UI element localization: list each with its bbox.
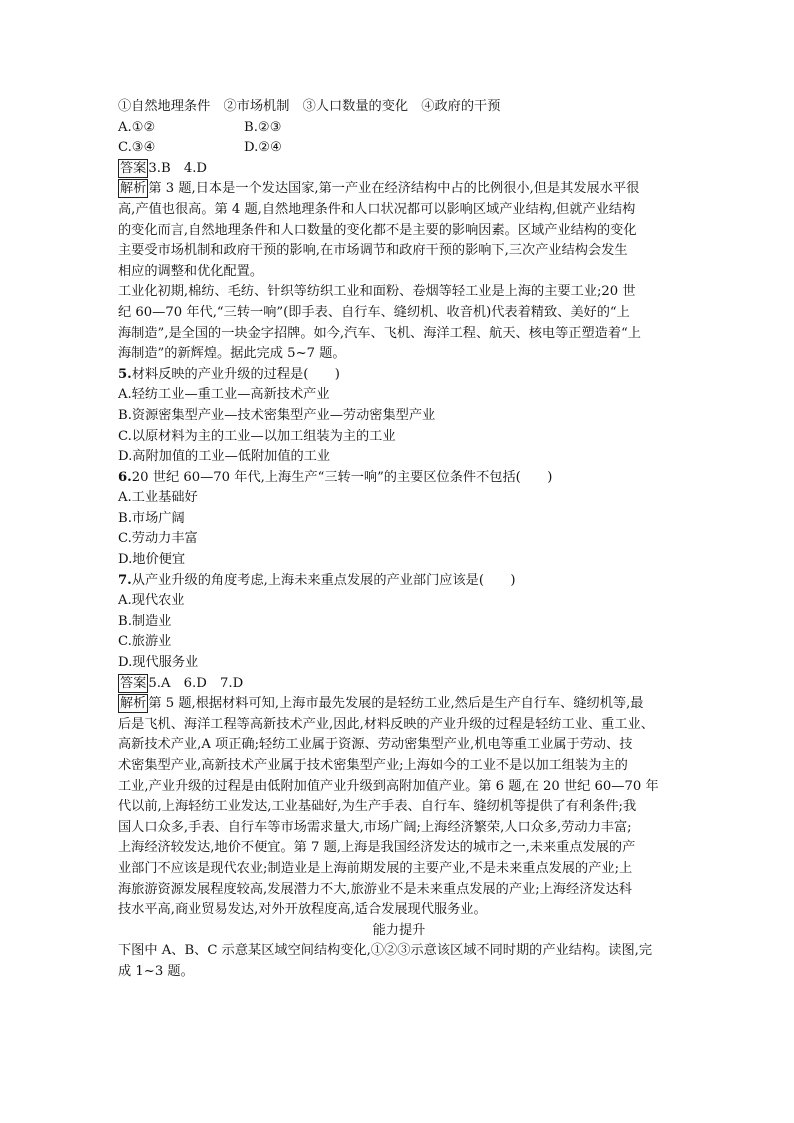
answer-text: 5.A 6.D 7.D xyxy=(148,675,244,691)
option-row xyxy=(118,138,680,159)
next-material xyxy=(118,941,680,982)
factors-line: ①自然地理条件 ②市场机制 ③人口数量的变化 ④政府的干预 xyxy=(118,99,501,114)
option-row xyxy=(118,118,680,139)
question-option: D.现代服务业 xyxy=(118,655,199,671)
answer-line-1 xyxy=(118,159,680,180)
option-d: D.②④ xyxy=(244,140,282,156)
material-line: 纪 60—70 年代,“三转一响”(即手表、自行车、缝纫机、收音机)代表着精致、美好的“上 xyxy=(118,304,630,320)
material-line: 工业化初期,棉纺、毛纺、针织等纺织工业和面粉、卷烟等轻工业是上海的主要工业;20 世 xyxy=(118,284,636,300)
analysis-block-2 xyxy=(118,694,680,921)
question-option: A.轻纺工业—重工业—高新技术产业 xyxy=(118,387,330,403)
material-line: 海制造”的新辉煌。据此完成 5~7 题。 xyxy=(118,346,346,362)
question-number: 7. xyxy=(118,572,132,588)
analysis-line: 上海经济较发达,地价不便宜。第 7 题,上海是我国经济发达的城市之一,未来重点发展的产 xyxy=(118,840,636,856)
question-option: C.旅游业 xyxy=(118,634,172,650)
analysis-line: 相应的调整和优化配置。 xyxy=(118,263,264,279)
analysis-line: 的变化而言,自然地理条件和人口数量的变化都不是主要的影响因素。区域产业结构的变化 xyxy=(118,222,637,238)
option-a: A.①② xyxy=(118,119,156,135)
material-line: 成 1~3 题。 xyxy=(118,963,194,979)
analysis-line: 高,产值也很高。第 4 题,自然地理条件和人口状况都可以影响区域产业结构,但就产业结构 xyxy=(118,201,636,217)
question-option: B.市场广阔 xyxy=(118,510,185,526)
question-option: D.地价便宜 xyxy=(118,552,186,568)
question-option: B.制造业 xyxy=(118,613,172,629)
analysis-line: 术密集型产业,高新技术产业属于技术密集型产业;上海如今的工业不是以加工组装为主的 xyxy=(118,758,628,773)
analysis-block-1 xyxy=(118,179,680,282)
analysis-line xyxy=(118,179,680,200)
option-c: C.③④ xyxy=(118,140,156,156)
question-option: A.现代农业 xyxy=(118,593,185,609)
question-option: C.以原材料为主的工业—以加工组装为主的工业 xyxy=(118,428,396,444)
material-line: 下图中 A、B、C 示意某区域空间结构变化,①②③示意该区域不同时期的产业结构。读图,完 xyxy=(118,943,653,959)
analysis-line: 主要受市场机制和政府干预的影响,在市场调节和政府干预的影响下,三次产业结构会发生 xyxy=(118,243,628,259)
question-7 xyxy=(118,571,680,674)
analysis-line: 后是飞机、海洋工程等高新技术产业,因此,材料反映的产业升级的过程是轻纺工业、重工业、 xyxy=(118,716,654,732)
question-stem xyxy=(118,468,680,489)
material-line: 海制造”,是全国的一块金字招牌。如今,汽车、飞机、海洋工程、航天、核电等正塑造着“上 xyxy=(118,325,641,341)
analysis-line: 海旅游资源发展程度较高,发展潜力不大,旅游业不是未来重点发展的产业;上海经济发达科 xyxy=(118,881,632,897)
analysis-tag: 解析 xyxy=(120,181,147,197)
question-text: 20 世纪 60—70 年代,上海生产“三转一响”的主要区位条件不包括( ) xyxy=(131,469,553,485)
question-option: B.资源密集型产业—技术密集型产业—劳动密集型产业 xyxy=(118,407,436,423)
analysis-line: 业部门不应该是现代农业;制造业是上海前期发展的主要产业,不是未来重点发展的产业;上 xyxy=(118,860,633,876)
analysis-line: 高新技术产业,A 项正确;轻纺工业属于资源、劳动密集型产业,机电等重工业属于劳动、技 xyxy=(118,737,633,753)
analysis-text: 第 5 题,根据材料可知,上海市最先发展的是轻纺工业,然后是生产自行车、缝纫机等,最 xyxy=(148,696,644,712)
answer-line-2 xyxy=(118,674,680,695)
question-number: 6. xyxy=(118,469,132,485)
question-stem xyxy=(118,365,680,386)
question-option: D.高附加值的工业—低附加值的工业 xyxy=(118,449,331,465)
answer-text: 3.B 4.D xyxy=(148,160,207,176)
analysis-line: 代以前,上海轻纺工业发达,工业基础好,为生产手表、自行车、缝纫机等提供了有利条件;我 xyxy=(118,799,637,815)
question-number: 5. xyxy=(118,366,132,382)
question-text: 材料反映的产业升级的过程是( ) xyxy=(131,366,340,382)
question-option: C.劳动力丰富 xyxy=(118,531,198,547)
analysis-tag: 解析 xyxy=(120,696,147,712)
analysis-line: 技水平高,商业贸易发达,对外开放程度高,适合发展现代服务业。 xyxy=(118,902,487,918)
question-6 xyxy=(118,468,680,571)
question-5 xyxy=(118,365,680,468)
answer-tag: 答案 xyxy=(120,675,147,691)
analysis-text: 第 3 题,日本是一个发达国家,第一产业在经济结构中占的比例很小,但是其发展水平很 xyxy=(148,181,640,197)
answer-tag: 答案 xyxy=(120,160,147,176)
question-stem xyxy=(118,571,680,592)
option-b: B.②③ xyxy=(244,119,282,135)
section-title: 能力提升 xyxy=(372,922,426,938)
material-paragraph xyxy=(118,282,680,364)
question-option: A.工业基础好 xyxy=(118,490,198,506)
document-page xyxy=(118,97,680,983)
analysis-line xyxy=(118,694,680,715)
analysis-line: 工业,产业升级的过程是由低附加值产业升级到高附加值产业。第 6 题,在 20 世纪 60—70 年 xyxy=(118,778,659,794)
analysis-line: 国人口众多,手表、自行车等市场需求量大,市场广阔;上海经济繁荣,人口众多,劳动力丰富; xyxy=(118,819,632,835)
question-text: 从产业升级的角度考虑,上海未来重点发展的产业部门应该是( ) xyxy=(131,572,516,588)
